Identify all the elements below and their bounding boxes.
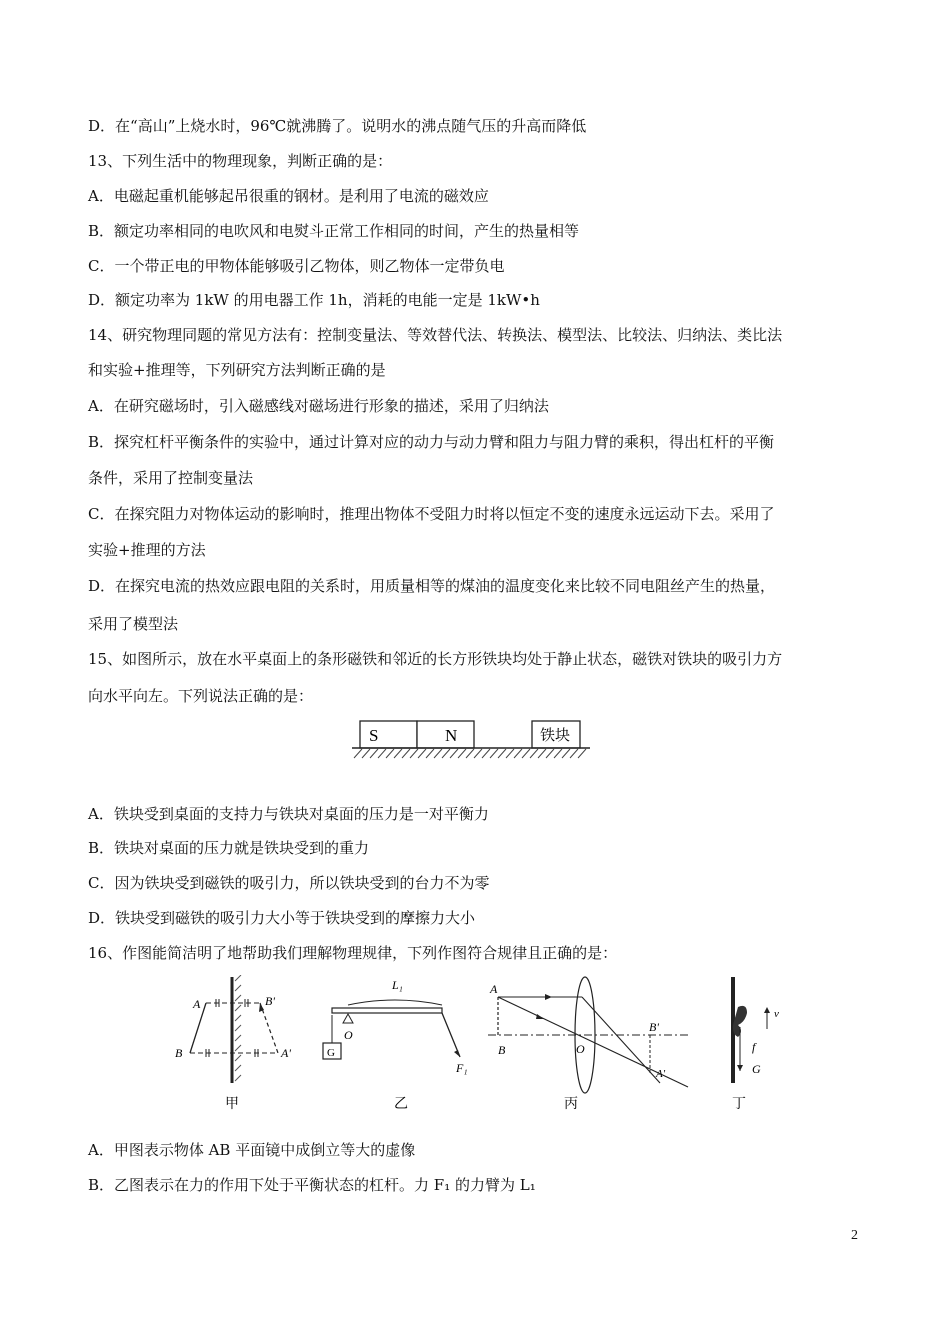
question-15-stem: 向水平向左。下列说法正确的是： [88,687,314,705]
question-13-option-d: D．额定功率为 1kW 的用电器工作 1h，消耗的电能一定是 1kW•h [88,291,540,309]
caption-yi: 乙 [394,1097,408,1112]
question-14-option-b: 条件，采用了控制变量法 [88,469,254,487]
diagram-bing [488,977,690,1112]
question-14-option-d: 采用了模型法 [88,615,179,633]
question-14-option-c: C．在探究阻力对物体运动的影响时，推理出物体不受阻力时将以恒定不变的速度永远运动下去。采用了 [88,505,775,523]
magnet-figure [350,718,595,768]
caption-jia: 甲 [225,1097,239,1112]
bing-label-b-prime: B' [649,1020,659,1034]
question-13-option-c: C．一个带正电的甲物体能够吸引乙物体，则乙物体一定带负电 [88,257,505,275]
question-13-stem: 13、下列生活中的物理现象，判断正确的是： [88,152,393,170]
caption-ding: 丁 [732,1097,746,1112]
ding-label-g: G [752,1062,761,1076]
jia-label-a: A [193,997,201,1011]
bing-label-a-prime: A' [656,1068,666,1080]
question-14-option-d: D．在探究电流的热效应跟电阻的关系时，用质量相等的煤油的温度变化来比较不同电阻丝产生的热量， [88,577,776,595]
magnet-s-label: S [369,726,379,745]
question-16-stem: 16、作图能简洁明了地帮助我们理解物理规律，下列作图符合规律且正确的是： [88,944,618,962]
question-15-option-d: D．铁块受到磁铁的吸引力大小等于铁块受到的摩擦力大小 [88,909,476,927]
yi-label-g: G [327,1047,335,1059]
yi-label-o: O [344,1028,353,1042]
question-15-option-a: A．铁块受到桌面的支持力与铁块对桌面的压力是一对平衡力 [88,805,489,823]
diagram-yi [323,978,468,1112]
jia-label-b-prime: B' [265,994,275,1008]
jia-label-a-prime: A' [281,1046,291,1060]
diagram-ding [732,977,779,1112]
question-15-option-c: C．因为铁块受到磁铁的吸引力，所以铁块受到的台力不为零 [88,874,490,892]
question-13-option-a: A．电磁起重机能够起吊很重的钢材。是利用了电流的磁效应 [88,187,489,205]
optics-mechanics-figure [160,975,800,1115]
question-15-stem: 15、如图所示，放在水平桌面上的条形磁铁和邻近的长方形铁块均处于静止状态，磁铁对铁块的吸引力方 [88,650,783,668]
jia-label-b: B [175,1046,183,1060]
magnet-n-label: N [445,726,458,745]
iron-block-label: 铁块 [540,728,571,744]
question-15-option-b: B．铁块对桌面的压力就是铁块受到的重力 [88,839,370,857]
ding-label-f: f [752,1040,756,1054]
question-13-option-b: B．额定功率相同的电吹风和电熨斗正常工作相同的时间，产生的热量相等 [88,222,580,240]
text-line: D．在“高山”上烧水时，96℃就沸腾了。说明水的沸点随气压的升高而降低 [88,117,587,135]
diagram-jia [175,975,291,1112]
question-16-option-a: A．甲图表示物体 AB 平面镜中成倒立等大的虚像 [88,1141,416,1159]
question-14-option-c: 实验+推理的方法 [88,541,206,559]
question-14-option-b: B．探究杠杆平衡条件的实验中，通过计算对应的动力与动力臂和阻力与阻力臂的乘积，得出杠杆的平衡 [88,433,775,451]
question-14-stem: 和实验+推理等，下列研究方法判断正确的是 [88,361,386,379]
caption-bing: 丙 [564,1097,578,1112]
page-number: 2 [851,1228,858,1243]
question-16-option-b: B．乙图表示在力的作用下处于平衡状态的杠杆。力 F₁ 的力臂为 L₁ [88,1176,536,1194]
bing-label-a: A [490,982,498,996]
question-14-stem: 14、研究物理同题的常见方法有：控制变量法、等效替代法、转换法、模型法、比较法、归纳法、类比法 [88,326,783,344]
yi-label-l1: L₁ [392,978,403,992]
question-14-option-a: A．在研究磁场时，引入磁感线对磁场进行形象的描述，采用了归纳法 [88,397,549,415]
yi-label-f1: F₁ [456,1061,468,1075]
ding-label-v: v [774,1008,779,1020]
bing-label-b: B [498,1043,506,1057]
bing-label-o: O [576,1042,585,1056]
